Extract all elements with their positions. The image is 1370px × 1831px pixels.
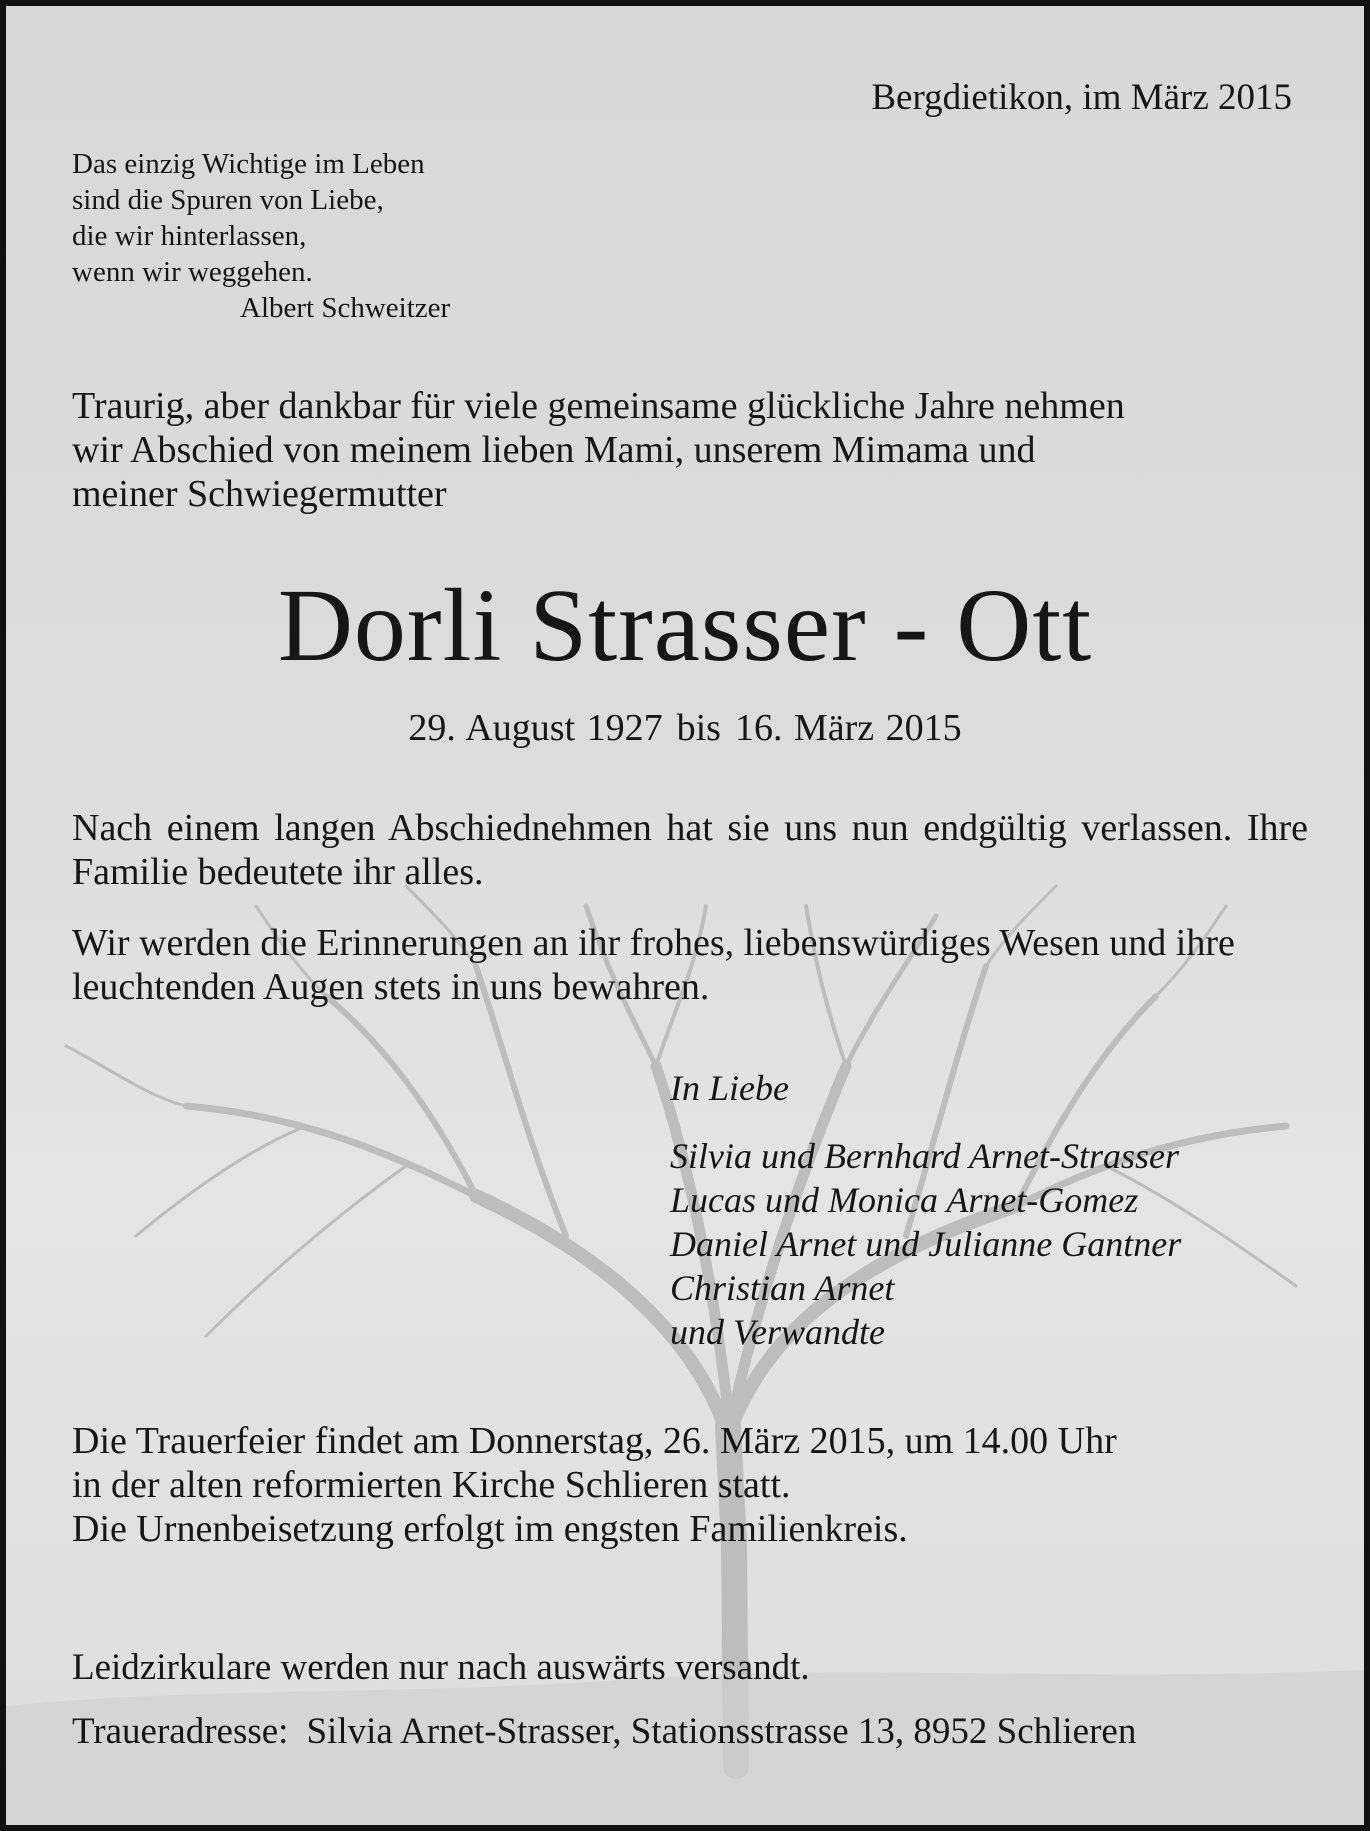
address-value: Silvia Arnet-Strasser, Stationsstrasse 13, 8952 Schlieren — [306, 1711, 1137, 1752]
service-line: Die Urnenbeisetzung erfolgt im engsten Familienkreis. — [72, 1508, 908, 1550]
life-dates — [6, 706, 1364, 750]
service-line: in der alten reformierten Kirche Schlieren statt. — [72, 1464, 791, 1506]
family-member: Silvia und Bernhard Arnet-Strasser — [670, 1136, 1179, 1176]
date-separator: bis — [676, 707, 721, 749]
service-line: Die Trauerfeier findet am Donnerstag, 26. März 2015, um 14.00 Uhr — [72, 1420, 1117, 1462]
circular-note: Leidzirkulare werden nur nach auswärts versandt. — [72, 1647, 810, 1688]
intro-text — [72, 384, 1125, 516]
family-signature — [670, 1066, 1181, 1354]
intro-line: Traurig, aber dankbar für viele gemeinsame glückliche Jahre nehmen — [72, 385, 1125, 427]
family-heading: In Liebe — [670, 1068, 789, 1108]
quote-line: Das einzig Wichtige im Leben — [72, 148, 425, 180]
service-info — [72, 1419, 1117, 1551]
quote-line: die wir hinterlassen, — [72, 220, 307, 252]
family-member: und Verwandte — [670, 1312, 885, 1352]
family-member: Lucas und Monica Arnet-Gomez — [670, 1180, 1139, 1220]
quote-author: Albert Schweitzer — [240, 292, 451, 324]
place-and-date: Bergdietikon, im März 2015 — [871, 77, 1292, 118]
paragraph-farewell: Nach einem langen Abschiednehmen hat sie uns nun endgültig verlassen. Ihre Familie bedeutete ihr alles. — [72, 807, 1308, 893]
quote-line: sind die Spuren von Liebe, — [72, 184, 384, 216]
quote — [72, 146, 450, 326]
birth-date: 29. August 1927 — [408, 707, 663, 749]
address-label: Traueradresse: — [72, 1711, 289, 1752]
deceased-name: Dorli Strasser - Ott — [277, 568, 1093, 683]
intro-line: meiner Schwiegermutter — [72, 473, 447, 515]
family-member: Daniel Arnet und Julianne Gantner — [670, 1224, 1182, 1264]
family-member: Christian Arnet — [670, 1268, 895, 1308]
death-date: 16. März 2015 — [734, 707, 962, 749]
paragraph-memories: Wir werden die Erinnerungen an ihr frohes, liebenswürdiges Wesen und ihre leuchtenden Augen stets in uns bewahren. — [72, 922, 1235, 1008]
mourning-address — [72, 1710, 1136, 1753]
intro-line: wir Abschied von meinem lieben Mami, unserem Mimama und — [72, 429, 1036, 471]
quote-line: wenn wir weggehen. — [72, 256, 313, 288]
